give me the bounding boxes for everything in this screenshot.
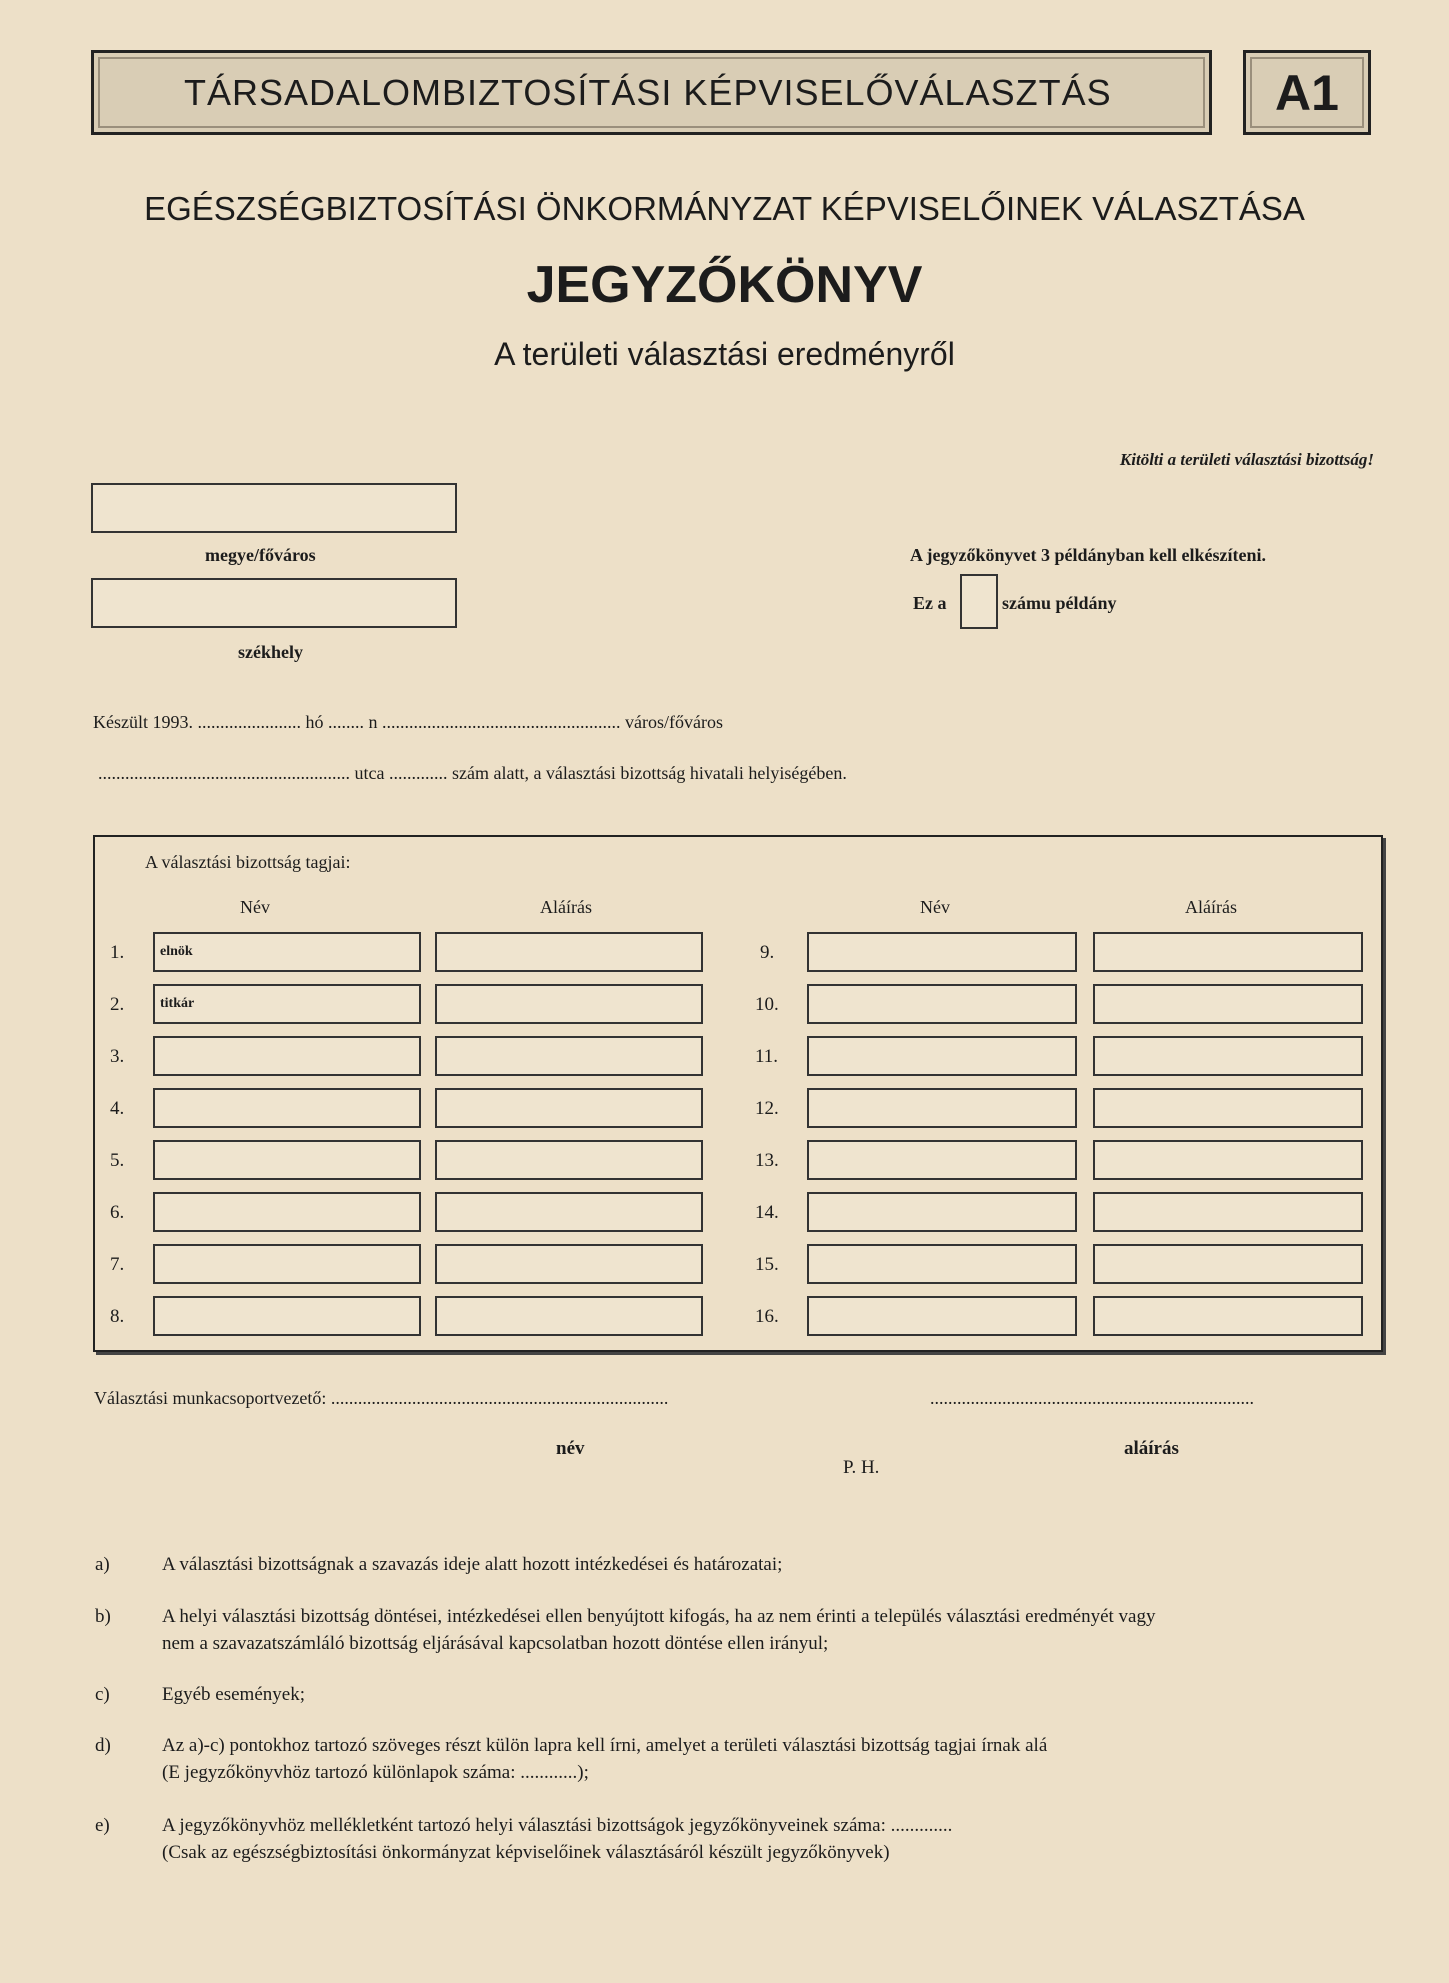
- note-line-2: (Csak az egészségbiztosítási önkormányzat képviselőinek választásáról készült jegyzőkönyvek): [162, 1842, 890, 1863]
- made-line-1: Készült 1993. ....................... hó ........ n ..................................................... város/főváros: [93, 712, 723, 732]
- note-line: A választási bizottságnak a szavazás ideje alatt hozott intézkedései és határozatai;: [162, 1554, 783, 1575]
- copies-note: A jegyzőkönyvet 3 példányban kell elkészíteni.: [910, 545, 1267, 565]
- member-name-input[interactable]: [153, 1036, 421, 1076]
- note-letter: a): [95, 1554, 110, 1575]
- made-line-2: ........................................................ utca ............. szám alatt, a választási bizottság hivatali helyiségében.: [98, 763, 847, 783]
- member-signature-input[interactable]: [435, 1192, 703, 1232]
- county-label: megye/főváros: [205, 545, 316, 565]
- copy-number-input[interactable]: [960, 574, 998, 629]
- member-signature-input[interactable]: [435, 984, 703, 1024]
- row-number: 13.: [755, 1150, 779, 1171]
- row-number: 5.: [110, 1150, 125, 1171]
- col-name-left: Név: [240, 897, 270, 917]
- form-code-box: [1243, 50, 1371, 135]
- member-name-input[interactable]: [807, 1192, 1077, 1232]
- member-signature-input[interactable]: [435, 932, 703, 972]
- note-line: Az a)-c) pontokhoz tartozó szöveges részt külön lapra kell írni, amelyet a területi választási bizottság tagjai írnak alá: [162, 1735, 1048, 1756]
- member-signature-input[interactable]: [435, 1244, 703, 1284]
- member-signature-input[interactable]: [1093, 1088, 1363, 1128]
- name-caption: név: [556, 1438, 585, 1459]
- document-subtitle: A területi választási eredményről: [494, 336, 955, 372]
- note-line-2: (E jegyzőkönyvhöz tartozó különlapok száma: ............);: [162, 1762, 589, 1783]
- member-signature-input[interactable]: [435, 1036, 703, 1076]
- member-name-input[interactable]: [153, 1088, 421, 1128]
- row-number: 2.: [110, 994, 125, 1015]
- member-signature-input[interactable]: [1093, 1244, 1363, 1284]
- member-name-input[interactable]: [807, 1296, 1077, 1336]
- row-number: 6.: [110, 1202, 125, 1223]
- member-name-input[interactable]: [807, 1036, 1077, 1076]
- member-signature-input[interactable]: [1093, 1140, 1363, 1180]
- seat-input[interactable]: [91, 578, 457, 628]
- row-number: 11.: [755, 1046, 779, 1067]
- member-signature-input[interactable]: [435, 1088, 703, 1128]
- member-signature-input[interactable]: [1093, 1296, 1363, 1336]
- signature-caption: aláírás: [1124, 1438, 1179, 1459]
- member-name-input[interactable]: [807, 1244, 1077, 1284]
- member-signature-input[interactable]: [435, 1296, 703, 1336]
- row-number: 15.: [755, 1254, 779, 1275]
- committee-panel: [93, 835, 1383, 1352]
- note-line: Egyéb események;: [162, 1684, 305, 1705]
- member-signature-input[interactable]: [1093, 1192, 1363, 1232]
- committee-heading: A választási bizottság tagjai:: [145, 852, 351, 872]
- note-line: A helyi választási bizottság döntései, intézkedései ellen benyújtott kifogás, ha az nem érinti a település választási eredményét vagy: [162, 1606, 1156, 1627]
- member-signature-input[interactable]: [1093, 932, 1363, 972]
- row-number: 4.: [110, 1098, 125, 1119]
- document-title: JEGYZŐKÖNYV: [526, 256, 923, 314]
- row-number: 8.: [110, 1306, 125, 1327]
- member-signature-input[interactable]: [1093, 1036, 1363, 1076]
- note-letter: b): [95, 1606, 111, 1627]
- stamp-caption: P. H.: [843, 1457, 880, 1478]
- col-signature-right: Aláírás: [1185, 897, 1237, 917]
- copy-suffix: számu példány: [1002, 593, 1117, 613]
- member-name-input[interactable]: [153, 1244, 421, 1284]
- note-line-2: nem a szavazatszámláló bizottság eljárásával kapcsolatban hozott döntése ellen irányul;: [162, 1633, 829, 1654]
- header-title: TÁRSADALOMBIZTOSÍTÁSI KÉPVISELŐVÁLASZTÁS: [184, 71, 1112, 113]
- member-signature-input[interactable]: [435, 1140, 703, 1180]
- header-title-box: [91, 50, 1212, 135]
- member-name-input[interactable]: [807, 1088, 1077, 1128]
- note-letter: d): [95, 1735, 111, 1756]
- row-number: 12.: [755, 1098, 779, 1119]
- member-signature-input[interactable]: [1093, 984, 1363, 1024]
- note-letter: e): [95, 1815, 110, 1836]
- member-name-input[interactable]: [153, 1296, 421, 1336]
- member-name-input[interactable]: [807, 1140, 1077, 1180]
- note-line: A jegyzőkönyvhöz mellékletként tartozó helyi választási bizottságok jegyzőkönyveinek száma: .............: [162, 1815, 953, 1836]
- row-number: 7.: [110, 1254, 125, 1275]
- copy-prefix: Ez a: [913, 593, 947, 613]
- member-name-input[interactable]: titkár: [153, 984, 421, 1024]
- col-name-right: Név: [920, 897, 950, 917]
- form-code: A1: [1275, 64, 1339, 121]
- subtitle: EGÉSZSÉGBIZTOSÍTÁSI ÖNKORMÁNYZAT KÉPVISELŐINEK VÁLASZTÁSA: [144, 190, 1305, 227]
- row-number: 9.: [760, 942, 775, 963]
- seat-label: székhely: [238, 642, 303, 662]
- col-signature-left: Aláírás: [540, 897, 592, 917]
- note-letter: c): [95, 1684, 110, 1705]
- member-name-input[interactable]: [153, 1192, 421, 1232]
- county-input[interactable]: [91, 483, 457, 533]
- leader-name-line[interactable]: Választási munkacsoportvezető: ...........................................................................: [94, 1388, 669, 1408]
- member-name-input[interactable]: elnök: [153, 932, 421, 972]
- member-name-input[interactable]: [153, 1140, 421, 1180]
- row-number: 10.: [755, 994, 779, 1015]
- row-number: 14.: [755, 1202, 779, 1223]
- row-number: 3.: [110, 1046, 125, 1067]
- row-number: 1.: [110, 942, 125, 963]
- leader-signature-line[interactable]: ........................................................................: [930, 1388, 1254, 1408]
- member-name-input[interactable]: [807, 984, 1077, 1024]
- member-name-input[interactable]: [807, 932, 1077, 972]
- row-number: 16.: [755, 1306, 779, 1327]
- fill-note: Kitölti a területi választási bizottság!: [1119, 450, 1374, 469]
